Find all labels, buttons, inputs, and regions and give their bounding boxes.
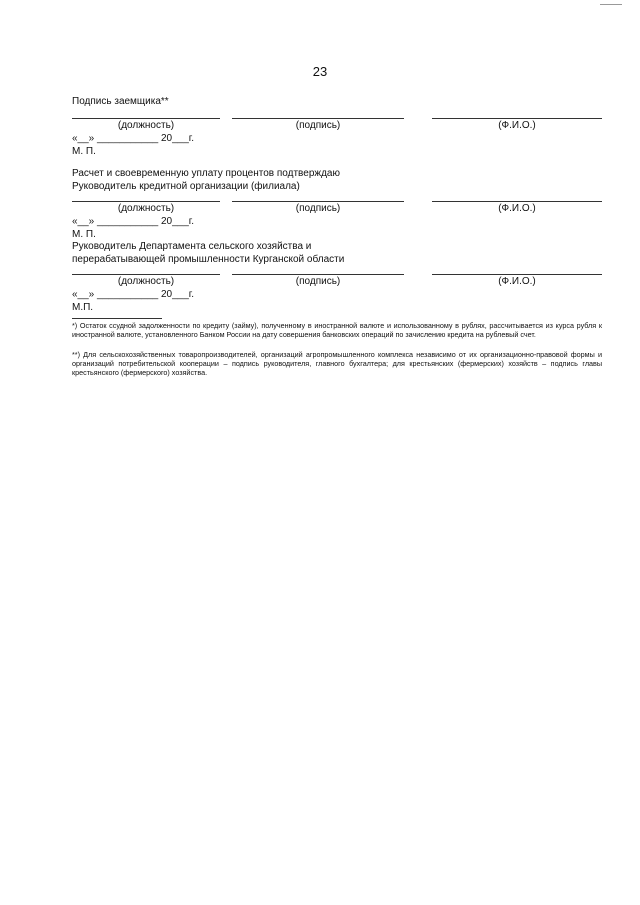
stamp-label: М. П. <box>72 229 96 240</box>
department-head-text: Руководитель Департамента сельского хозяйства и <box>72 241 312 252</box>
stamp-label: М. П. <box>72 146 96 157</box>
stamp-label: М.П. <box>72 302 94 313</box>
signature-caption: (подпись) <box>295 276 341 287</box>
borrower-signature-heading: Подпись заемщика** <box>72 96 169 107</box>
footnote-separator <box>72 318 162 319</box>
date-line: «__» ___________ 20___г. <box>72 289 194 300</box>
name-caption: (Ф.И.О.) <box>498 120 536 131</box>
position-line <box>72 274 220 275</box>
name-line <box>432 274 602 275</box>
corner-mark <box>600 4 622 5</box>
credit-org-head-text: Руководитель кредитной организации (филиала) <box>72 181 300 192</box>
position-caption: (должность) <box>117 203 175 214</box>
date-line: «__» ___________ 20___г. <box>72 133 194 144</box>
name-caption: (Ф.И.О.) <box>498 276 536 287</box>
signature-line <box>232 274 404 275</box>
signature-line <box>232 201 404 202</box>
name-line <box>432 201 602 202</box>
footnote-2: **) Для сельскохозяйственных товаропроизводителей, организаций агропромышленного комплекса независимо от их организационно-правовой формы и организаций потребительской кооперации – подпись руководителя, главного бухгалтера; для крестьянских (фермерских) хозяйств – подпись главы крестьянского (фермерского) хозяйства. <box>72 350 602 378</box>
page-number: 23 <box>312 64 328 79</box>
footnote-1: *) Остаток ссудной задолженности по кредиту (займу), полученному в иностранной валюте и использованному в рублях, рассчитывается из курса рубля к иностранной валюте, установленного Банком России на дату совершения банковских операций по зачислению кредита на рублевый счет. <box>72 321 602 340</box>
signature-line <box>232 118 404 119</box>
name-caption: (Ф.И.О.) <box>498 203 536 214</box>
position-line <box>72 118 220 119</box>
position-line <box>72 201 220 202</box>
department-name-text: перерабатывающей промышленности Курганской области <box>72 254 345 265</box>
position-caption: (должность) <box>117 276 175 287</box>
interest-confirmation-text: Расчет и своевременную уплату процентов подтверждаю <box>72 168 340 179</box>
position-caption: (должность) <box>117 120 175 131</box>
signature-caption: (подпись) <box>295 203 341 214</box>
signature-caption: (подпись) <box>295 120 341 131</box>
date-line: «__» ___________ 20___г. <box>72 216 194 227</box>
name-line <box>432 118 602 119</box>
